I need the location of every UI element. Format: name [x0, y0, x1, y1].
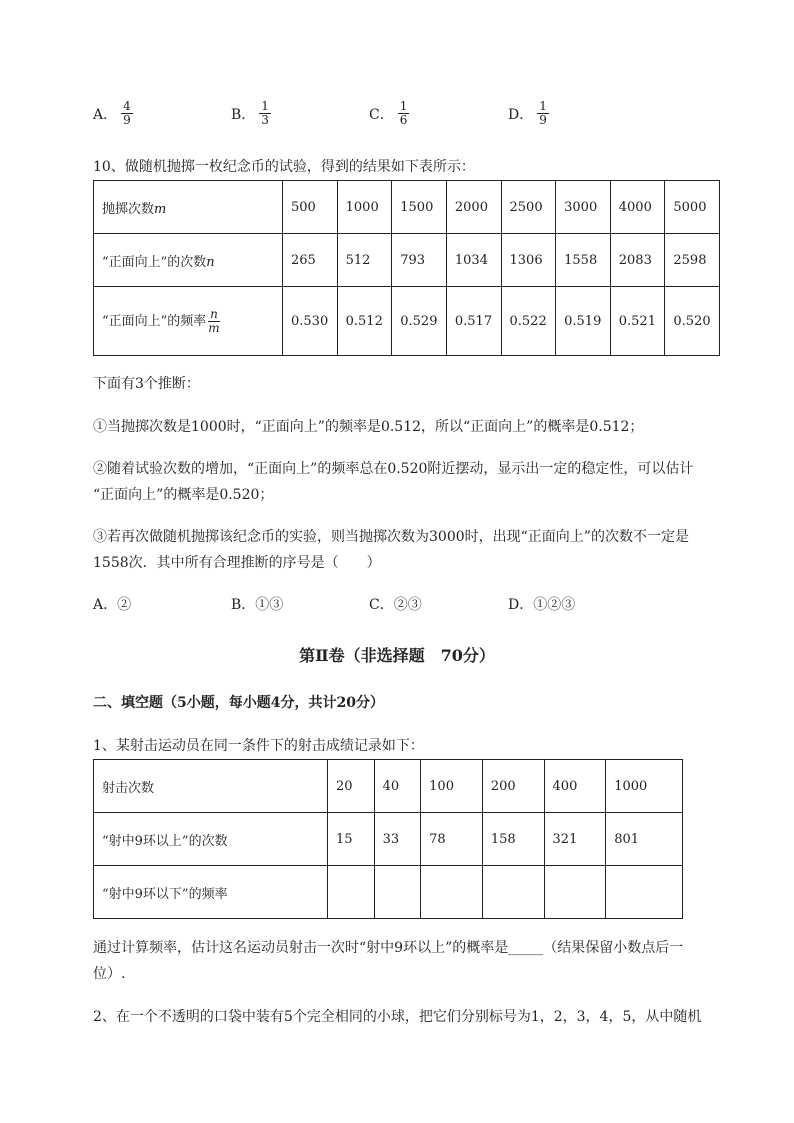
- denominator: m: [208, 320, 220, 335]
- table-cell-empty: [374, 866, 421, 919]
- choice-label: B．: [231, 106, 256, 123]
- table-row-miss-frequency: [94, 866, 683, 919]
- fraction: [259, 100, 271, 127]
- numerator: 1: [261, 99, 269, 113]
- table-cell: 793: [392, 234, 447, 287]
- table-cell: 1034: [446, 234, 501, 287]
- q9-choice-c: [369, 100, 409, 127]
- table-cell: 0.512: [337, 287, 392, 356]
- table-cell: 158: [482, 813, 544, 866]
- table-cell: 4000: [610, 181, 665, 234]
- table-cell-empty: [421, 866, 483, 919]
- table-cell: 33: [374, 813, 421, 866]
- f2-stem: 2、在一个不透明的口袋中装有5个完全相同的小球，把它们分别标号为1，2，3，4，5，从中随机: [93, 1009, 702, 1025]
- row-header-text: “正面向上”的频率: [102, 313, 207, 329]
- table-cell: 2000: [446, 181, 501, 234]
- denominator: 9: [123, 113, 131, 127]
- row-header: [94, 234, 283, 287]
- table-cell: 5000: [665, 181, 720, 234]
- q10-choices: [93, 591, 733, 619]
- table-cell: 512: [337, 234, 392, 287]
- table-cell: 0.519: [556, 287, 611, 356]
- table-cell: 40: [374, 760, 421, 813]
- row-header: [94, 181, 283, 234]
- table-cell: 1500: [392, 181, 447, 234]
- table-cell-empty: [482, 866, 544, 919]
- table-cell: 400: [544, 760, 606, 813]
- table-cell: 0.521: [610, 287, 665, 356]
- table-cell: 0.529: [392, 287, 447, 356]
- f1-question-line2: 位）.: [93, 966, 126, 982]
- row-header-text: 抛掷次数: [102, 201, 155, 217]
- table-row-throws: [94, 181, 720, 234]
- table-cell: 500: [283, 181, 338, 234]
- numerator: n: [210, 306, 218, 321]
- table-cell: 1558: [556, 234, 611, 287]
- table-cell: 801: [606, 813, 683, 866]
- table-cell: 78: [421, 813, 483, 866]
- row-header: 射击次数: [94, 760, 328, 813]
- q9-choice-d: [508, 100, 549, 127]
- table-cell-empty: [606, 866, 683, 919]
- q10-statement-2-line1: ②随着试验次数的增加，“正面向上”的频率总在0.520附近摆动，显示出一定的稳定性，可以估计: [93, 461, 694, 477]
- choice-label: C．: [369, 106, 394, 123]
- q10-table: [93, 180, 720, 356]
- table-cell: 1000: [606, 760, 683, 813]
- q10-choice-b: B．①③: [231, 597, 284, 613]
- q10-choice-d: D．①②③: [508, 597, 576, 613]
- fraction: [537, 100, 549, 127]
- table-cell: 2083: [610, 234, 665, 287]
- table-cell: 3000: [556, 181, 611, 234]
- q10-stem: 10、做随机抛掷一枚纪念币的试验，得到的结果如下表所示：: [93, 159, 475, 175]
- q10-statement-3-line2: 1558次．其中所有合理推断的序号是（ ）: [93, 555, 381, 571]
- denominator: 9: [539, 113, 547, 127]
- variable-n: n: [206, 254, 215, 270]
- table-cell-empty: [544, 866, 606, 919]
- q10-intro: 下面有3个推断：: [93, 376, 200, 392]
- table-cell: 0.520: [665, 287, 720, 356]
- variable-m: m: [154, 201, 167, 217]
- q9-choice-a: [93, 100, 133, 127]
- fraction: [121, 100, 133, 127]
- numerator: 1: [539, 99, 547, 113]
- row-header: [94, 287, 283, 356]
- table-cell: 2500: [501, 181, 556, 234]
- numerator: 4: [123, 99, 131, 113]
- row-header: “射中9环以上”的次数: [94, 813, 328, 866]
- f1-stem: 1、某射击运动员在同一条件下的射击成绩记录如下：: [93, 738, 424, 754]
- row-header: “射中9环以下”的频率: [94, 866, 328, 919]
- fraction-n-over-m: [206, 308, 221, 335]
- table-cell: 265: [283, 234, 338, 287]
- f1-question-line1: 通过计算频率，估计这名运动员射击一次时“射中9环以上”的概率是_____（结果保留小数点后一: [93, 940, 684, 956]
- table-cell: 200: [482, 760, 544, 813]
- table-cell: 321: [544, 813, 606, 866]
- table-cell: 0.517: [446, 287, 501, 356]
- table-cell: 2598: [665, 234, 720, 287]
- q10-statement-3-line1: ③若再次做随机抛掷该纪念币的实验，则当抛掷次数为3000时，出现“正面向上”的次数不一定是: [93, 529, 689, 545]
- denominator: 6: [399, 113, 408, 127]
- table-cell: 1000: [337, 181, 392, 234]
- numerator: 1: [399, 99, 408, 113]
- q9-choices: [93, 100, 733, 140]
- table-row-shots: [94, 760, 683, 813]
- q10-choice-c: C．②③: [369, 597, 422, 613]
- q10-statement-1: ①当抛掷次数是1000时，“正面向上”的频率是0.512，所以“正面向上”的概率是0.512；: [93, 419, 644, 435]
- fraction: [398, 100, 410, 127]
- q9-choice-b: [231, 100, 271, 127]
- table-cell: 100: [421, 760, 483, 813]
- table-row-frequency: [94, 287, 720, 356]
- table-cell: 15: [328, 813, 375, 866]
- q10-choice-a: A．②: [93, 597, 132, 613]
- denominator: 3: [261, 113, 269, 127]
- table-cell-empty: [328, 866, 375, 919]
- table-cell: 1306: [501, 234, 556, 287]
- table-row-hits: [94, 813, 683, 866]
- table-cell: 20: [328, 760, 375, 813]
- row-header-text: “正面向上”的次数: [102, 254, 207, 270]
- f1-table: [93, 759, 683, 919]
- part2-title: 第Ⅱ卷（非选择题 70分）: [299, 646, 495, 665]
- table-cell: 0.530: [283, 287, 338, 356]
- choice-label: A．: [93, 106, 118, 123]
- q10-statement-2-line2: “正面向上”的概率是0.520；: [93, 487, 274, 503]
- choice-label: D．: [508, 106, 534, 123]
- section2-title: 二、填空题（5小题，每小题4分，共计20分）: [93, 695, 384, 711]
- table-cell: 0.522: [501, 287, 556, 356]
- table-row-heads: [94, 234, 720, 287]
